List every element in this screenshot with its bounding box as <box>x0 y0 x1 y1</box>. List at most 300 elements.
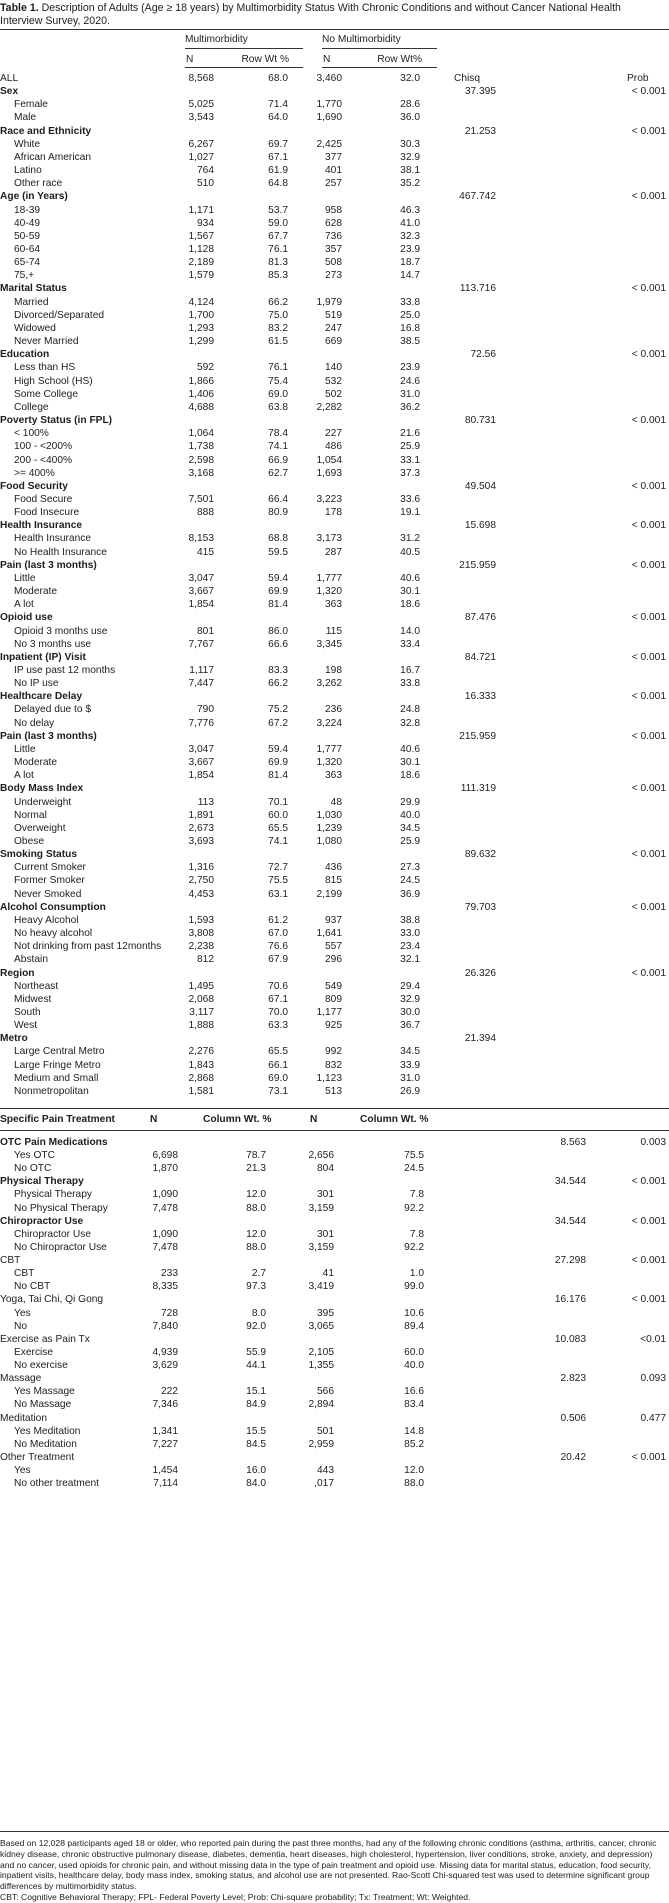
row-label: OTC Pain Medications <box>0 1137 108 1148</box>
cell-n-multi: 1,567 <box>188 230 214 242</box>
cell-wt-nomulti: 40.0 <box>404 1360 424 1372</box>
cell-prob: 0.477 <box>640 1412 666 1424</box>
cell-n-multi: 1,117 <box>189 664 214 676</box>
row-label: No Meditation <box>14 1438 77 1450</box>
cell-chisq: 215.959 <box>459 730 496 742</box>
row-label: No Health Insurance <box>14 546 107 558</box>
cell-wt-nomulti: 14.8 <box>404 1425 424 1437</box>
cell-wt-nomulti: 25.0 <box>400 309 420 321</box>
cell-wt-nomulti: 33.8 <box>400 296 420 308</box>
cell-chisq: 8.563 <box>560 1137 586 1148</box>
cell-n-nomulti: 832 <box>325 1059 342 1071</box>
cell-prob: < 0.001 <box>631 349 666 361</box>
cell-n-nomulti: 532 <box>325 375 342 387</box>
cell-n-nomulti: 443 <box>317 1465 334 1476</box>
cell-wt-nomulti: 12.0 <box>404 1465 424 1476</box>
cell-wt-multi: 66.2 <box>268 678 288 690</box>
cell-wt-multi: 69.9 <box>268 586 288 598</box>
row-label: 75,+ <box>14 270 35 282</box>
part2-header-row <box>0 1112 669 1128</box>
cell-n-multi: 801 <box>197 625 214 637</box>
cell-wt-nomulti: 33.4 <box>400 638 420 650</box>
row-label: Large Fringe Metro <box>14 1059 101 1071</box>
cell-chisq: 49.504 <box>464 480 496 492</box>
header-chisq: Chisq <box>454 73 481 84</box>
cell-wt-multi: 59.4 <box>268 743 288 755</box>
cell-n-nomulti: 501 <box>317 1425 334 1437</box>
cell-wt-multi: 76.1 <box>268 362 288 374</box>
cell-n-multi: 2,276 <box>188 1046 214 1058</box>
cell-chisq: 87.476 <box>464 612 496 624</box>
row-label: Yes OTC <box>14 1150 55 1162</box>
cell-n-multi: 3,543 <box>188 112 214 124</box>
cell-n-multi: 1,090 <box>152 1189 178 1201</box>
row-label: CBT <box>14 1268 35 1280</box>
cell-chisq: 80.731 <box>464 415 496 427</box>
cell-wt-nomulti: 33.9 <box>400 1059 420 1071</box>
cell-wt-nomulti: 16.6 <box>404 1386 424 1398</box>
cell-wt-multi: 83.2 <box>268 322 288 334</box>
cell-wt-multi: 85.3 <box>268 270 288 282</box>
row-label: CBT <box>0 1255 21 1267</box>
cell-chisq: 26.326 <box>464 967 496 979</box>
cell-n-multi: 222 <box>161 1386 178 1398</box>
cell-prob: < 0.001 <box>631 480 666 492</box>
cell-chisq: 16.176 <box>554 1294 586 1306</box>
cell-wt-nomulti: 34.5 <box>400 1046 420 1058</box>
cell-prob: < 0.001 <box>631 691 666 703</box>
cell-wt-nomulti: 29.4 <box>400 980 420 992</box>
cell-n-multi: 1,454 <box>152 1465 178 1476</box>
row-label: Midwest <box>14 993 52 1005</box>
cell-wt-multi: 84.0 <box>246 1478 266 1490</box>
cell-n-nomulti: 2,894 <box>308 1399 334 1411</box>
cell-wt-multi: 66.2 <box>268 296 288 308</box>
cell-chisq: 0.506 <box>560 1412 586 1424</box>
cell-n-nomulti: 3,159 <box>308 1241 334 1253</box>
cell-wt-nomulti: 88.0 <box>404 1478 424 1490</box>
cell-chisq: 215.959 <box>459 559 496 571</box>
cell-prob: < 0.001 <box>631 967 666 979</box>
row-label: Opioid 3 months use <box>14 625 108 637</box>
cell-n-nomulti: 1,030 <box>316 809 342 821</box>
cell-wt-multi: 59.0 <box>268 217 288 229</box>
cell-n-multi: 7,227 <box>152 1438 178 1450</box>
cell-n-multi: 1,891 <box>188 809 214 821</box>
row-label: Healthcare Delay <box>0 691 83 703</box>
notes-abbreviations: CBT: Cognitive Behavioral Therapy; FPL- Federal Poverty Level; Prob: Chi-square probability; Tx: Treatment; Wt: Weighted. <box>0 1891 471 1902</box>
cell-wt-multi: 72.7 <box>268 862 288 874</box>
cell-wt-nomulti: 24.6 <box>400 375 420 387</box>
row-label: 18-39 <box>14 204 41 216</box>
caption-label: Table 1. <box>0 2 39 14</box>
cell-n-multi: 764 <box>197 165 214 177</box>
cell-prob: 0.093 <box>640 1373 666 1385</box>
cell-prob: < 0.001 <box>631 1215 666 1227</box>
cell-n-nomulti: ,017 <box>314 1478 334 1490</box>
cell-n-multi: 415 <box>197 546 214 558</box>
row-label: Yes Meditation <box>14 1425 81 1437</box>
cell-wt-multi: 81.4 <box>268 599 288 611</box>
header-n-nomulti: N <box>323 54 331 65</box>
cell-n-multi: 790 <box>197 704 214 716</box>
row-label: Food Secure <box>14 493 73 505</box>
cell-wt-multi: 69.0 <box>268 388 288 400</box>
cell-prob: < 0.001 <box>631 415 666 427</box>
row-label: 60-64 <box>14 244 41 255</box>
cell-wt-multi: 59.4 <box>268 572 288 584</box>
row-label: Chiropractor Use <box>14 1228 91 1240</box>
row-label: Male <box>14 112 37 124</box>
cell-wt-multi: 68.8 <box>268 533 288 545</box>
cell-n-nomulti: 3,460 <box>316 73 342 84</box>
row-label: Pain (last 3 months) <box>0 559 97 571</box>
row-label: No heavy alcohol <box>14 928 93 940</box>
row-label: South <box>14 1007 41 1018</box>
cell-wt-multi: 60.0 <box>268 809 288 821</box>
cell-n-nomulti: 549 <box>325 980 342 992</box>
row-label: Health Insurance <box>14 533 92 545</box>
cell-chisq: 72.56 <box>470 349 496 361</box>
cell-n-multi: 7,478 <box>152 1202 178 1214</box>
cell-wt-multi: 63.3 <box>268 1020 288 1032</box>
cell-n-nomulti: 3,173 <box>316 533 342 545</box>
header-multimorbidity: Multimorbidity <box>185 34 248 45</box>
cell-chisq: 37.395 <box>464 86 496 98</box>
cell-n-nomulti: 178 <box>325 507 342 519</box>
row-label: No CBT <box>14 1281 51 1293</box>
cell-n-multi: 2,598 <box>188 454 214 466</box>
row-label: No OTC <box>14 1163 52 1175</box>
cell-prob: < 0.001 <box>631 1294 666 1306</box>
row-label: African American <box>14 151 92 163</box>
cell-n-nomulti: 519 <box>325 309 342 321</box>
cell-n-multi: 1,341 <box>152 1425 178 1437</box>
table-caption <box>0 2 666 28</box>
cell-n-nomulti: 669 <box>325 336 342 348</box>
cell-wt-nomulti: 26.9 <box>400 1085 420 1097</box>
row-label: Other Treatment <box>0 1451 75 1463</box>
row-label: Some College <box>14 388 78 400</box>
cell-n-nomulti: 395 <box>317 1307 334 1319</box>
cell-n-multi: 1,870 <box>152 1163 178 1175</box>
cell-n-multi: 3,047 <box>188 572 214 584</box>
cell-n-multi: 1,593 <box>188 914 214 926</box>
cell-chisq: 10.083 <box>554 1333 586 1345</box>
cell-n-nomulti: 357 <box>325 244 342 255</box>
cell-wt-nomulti: 40.5 <box>400 546 420 558</box>
cell-chisq: 16.333 <box>464 691 496 703</box>
cell-n-nomulti: 1,123 <box>316 1072 342 1084</box>
cell-wt-nomulti: 38.1 <box>400 165 420 177</box>
cell-n-nomulti: 1,693 <box>316 467 342 479</box>
cell-n-multi: 934 <box>197 217 214 229</box>
row-label: Other race <box>14 178 63 190</box>
cell-wt-nomulti: 25.9 <box>400 441 420 453</box>
cell-wt-nomulti: 30.0 <box>400 1007 420 1018</box>
cell-n-nomulti: 1,979 <box>316 296 342 308</box>
cell-n-nomulti: 227 <box>325 428 342 440</box>
cell-wt-nomulti: 23.9 <box>400 244 420 255</box>
cell-n-multi: 1,888 <box>188 1020 214 1032</box>
cell-n-nomulti: 2,282 <box>316 401 342 413</box>
cell-n-nomulti: 937 <box>325 914 342 926</box>
row-label: Widowed <box>14 322 56 334</box>
cell-wt-multi: 63.1 <box>268 888 288 900</box>
cell-wt-nomulti: 28.6 <box>400 99 420 111</box>
notes-paragraph: Based on 12,028 participants aged 18 or older, who reported pain during the past three months, had any of the following chronic conditions (asthma, arthritis, cancer, chronic kidney disease, chronic obstructive pulmonary disease, diabetes, dementia, heart diseases, high cholesterol, hypertension, liver conditions, stroke, anxiety, and depression) and no cancer, used opioids for chronic pain, and without missing data in the type of pain treatment and opioid use. Missing data for marital status, education, food security, inpatient visits, healthcare delay, body mass index, smoking status, and alcohol use are not presented. Rao-Scott Chi-squared test was used to determine significant group differences by multimorbidity status. <box>0 1838 657 1892</box>
cell-n-multi: 3,117 <box>189 1007 214 1018</box>
cell-wt-nomulti: 31.0 <box>400 1072 420 1084</box>
cell-chisq: 34.544 <box>554 1215 586 1227</box>
cell-n-multi: 7,776 <box>188 717 214 729</box>
row-label: Age (in Years) <box>0 191 68 203</box>
cell-wt-multi: 44.1 <box>246 1360 266 1372</box>
cell-n-nomulti: 257 <box>325 178 342 190</box>
cell-n-multi: 6,267 <box>188 138 214 150</box>
cell-n-nomulti: 1,777 <box>316 743 342 755</box>
cell-wt-multi: 64.8 <box>268 178 288 190</box>
cell-n-nomulti: 1,355 <box>308 1360 334 1372</box>
cell-n-multi: 1,128 <box>188 244 214 255</box>
row-label: Nonmetropolitan <box>14 1085 89 1097</box>
table-notes <box>0 1838 666 1903</box>
cell-n-nomulti: 273 <box>325 270 342 282</box>
cell-wt-multi: 65.5 <box>268 1046 288 1058</box>
row-label: A lot <box>14 599 34 611</box>
cell-n-nomulti: 363 <box>325 599 342 611</box>
cell-prob: < 0.001 <box>631 520 666 532</box>
cell-n-nomulti: 247 <box>325 322 342 334</box>
cell-wt-nomulti: 33.0 <box>400 928 420 940</box>
cell-wt-nomulti: 46.3 <box>400 204 420 216</box>
cell-n-nomulti: 1,080 <box>316 835 342 847</box>
row-label: Married <box>14 296 49 308</box>
cell-wt-nomulti: 34.5 <box>400 822 420 834</box>
cell-n-multi: 5,025 <box>188 99 214 111</box>
cell-n-nomulti: 566 <box>317 1386 334 1398</box>
cell-wt-multi: 81.4 <box>268 770 288 782</box>
row-label: Poverty Status (in FPL) <box>0 415 113 427</box>
cell-wt-multi: 66.4 <box>268 493 288 505</box>
cell-n-nomulti: 3,345 <box>316 638 342 650</box>
cell-prob: < 0.001 <box>631 783 666 795</box>
header-row-wt-multi: Row Wt % <box>241 54 289 65</box>
row-label: Divorced/Separated <box>14 309 105 321</box>
cell-n-nomulti: 502 <box>325 388 342 400</box>
cell-wt-nomulti: 21.6 <box>400 428 420 440</box>
row-label: No delay <box>14 717 55 729</box>
row-label: A lot <box>14 770 34 782</box>
cell-n-nomulti: 301 <box>317 1228 334 1240</box>
cell-n-multi: 7,501 <box>188 493 214 505</box>
cell-wt-nomulti: 31.0 <box>400 388 420 400</box>
top-rule <box>0 29 669 30</box>
cell-wt-multi: 63.8 <box>268 401 288 413</box>
row-label: Not drinking from past 12months <box>14 941 162 953</box>
cell-n-multi: 510 <box>197 178 214 190</box>
cell-chisq: 21.394 <box>464 1033 496 1045</box>
row-label: Never Married <box>14 336 79 348</box>
cell-wt-nomulti: 25.9 <box>400 835 420 847</box>
cell-wt-multi: 69.9 <box>268 757 288 769</box>
cell-n-nomulti: 557 <box>325 941 342 953</box>
cell-wt-nomulti: 18.6 <box>400 770 420 782</box>
cell-n-multi: 3,693 <box>188 835 214 847</box>
cell-wt-multi: 83.3 <box>268 664 288 676</box>
cell-n-multi: 113 <box>197 796 214 808</box>
cell-wt-nomulti: 10.6 <box>404 1307 424 1319</box>
cell-n-multi: 7,478 <box>152 1241 178 1253</box>
cell-chisq: 20.42 <box>560 1451 586 1463</box>
cell-wt-nomulti: 36.0 <box>400 112 420 124</box>
cell-chisq: 2.823 <box>560 1373 586 1385</box>
cell-wt-nomulti: 14.7 <box>400 270 420 282</box>
cell-n-multi: 3,168 <box>188 467 214 479</box>
row-label: No other treatment <box>14 1478 99 1490</box>
cell-n-nomulti: 3,262 <box>316 678 342 690</box>
cell-n-nomulti: 3,223 <box>316 493 342 505</box>
cell-wt-multi: 66.9 <box>268 454 288 466</box>
cell-wt-nomulti: 7.8 <box>409 1228 424 1240</box>
cell-wt-nomulti: 33.6 <box>400 493 420 505</box>
part2-title: Specific Pain Treatment <box>0 1114 115 1125</box>
cell-n-nomulti: 1,320 <box>316 757 342 769</box>
cell-wt-nomulti: 40.0 <box>400 809 420 821</box>
cell-wt-multi: 67.9 <box>268 954 288 966</box>
cell-n-nomulti: 1,770 <box>316 99 342 111</box>
header-rule-sub-nomulti <box>322 67 437 68</box>
part2-header-n-multi: N <box>150 1114 158 1125</box>
cell-wt-multi: 84.9 <box>246 1399 266 1411</box>
cell-n-nomulti: 1,177 <box>316 1007 342 1018</box>
cell-n-multi: 1,866 <box>188 375 214 387</box>
cell-n-multi: 8,568 <box>188 73 214 84</box>
part2-header-rule <box>0 1130 669 1131</box>
cell-n-multi: 1,854 <box>188 599 214 611</box>
cell-wt-nomulti: 33.8 <box>400 678 420 690</box>
row-label: Exercise <box>14 1346 54 1358</box>
cell-n-multi: 7,447 <box>188 678 214 690</box>
cell-n-multi: 4,688 <box>188 401 214 413</box>
cell-n-multi: 3,808 <box>188 928 214 940</box>
cell-wt-multi: 69.7 <box>268 138 288 150</box>
cell-n-multi: 1,854 <box>188 770 214 782</box>
row-label: ALL <box>0 73 19 84</box>
row-label: < 100% <box>14 428 49 440</box>
cell-wt-nomulti: 33.1 <box>400 454 420 466</box>
cell-wt-nomulti: 32.8 <box>400 717 420 729</box>
row-label: Latino <box>14 165 42 177</box>
cell-wt-multi: 55.9 <box>246 1346 266 1358</box>
cell-n-nomulti: 809 <box>325 993 342 1005</box>
cell-n-multi: 3,629 <box>152 1360 178 1372</box>
row-label: Physical Therapy <box>14 1189 92 1201</box>
cell-n-nomulti: 140 <box>325 362 342 374</box>
row-label: Moderate <box>14 586 58 598</box>
cell-wt-nomulti: 19.1 <box>400 507 420 519</box>
part1-bottom-rule <box>0 1108 669 1109</box>
cell-n-multi: 233 <box>161 1268 178 1280</box>
cell-n-nomulti: 287 <box>325 546 342 558</box>
row-label: No Massage <box>14 1399 72 1411</box>
cell-n-nomulti: 804 <box>317 1163 334 1175</box>
row-label: Northeast <box>14 980 59 992</box>
row-label: Exercise as Pain Tx <box>0 1333 90 1345</box>
cell-wt-multi: 75.4 <box>268 375 288 387</box>
row-label: Sex <box>0 86 19 98</box>
row-label: Heavy Alcohol <box>14 914 79 926</box>
cell-wt-multi: 21.3 <box>246 1163 266 1175</box>
row-label: >= 400% <box>14 467 55 479</box>
cell-n-multi: 1,579 <box>188 270 214 282</box>
cell-n-nomulti: 198 <box>325 664 342 676</box>
cell-chisq: 84.721 <box>464 651 496 663</box>
cell-n-multi: 3,667 <box>188 757 214 769</box>
cell-n-multi: 1,299 <box>188 336 214 348</box>
cell-n-nomulti: 3,159 <box>308 1202 334 1214</box>
row-label: No exercise <box>14 1360 68 1372</box>
cell-n-multi: 1,027 <box>188 151 214 163</box>
cell-n-multi: 3,047 <box>188 743 214 755</box>
cell-wt-nomulti: 16.8 <box>400 322 420 334</box>
row-label: Former Smoker <box>14 875 85 887</box>
row-label: Marital Status <box>0 283 67 295</box>
table-row <box>0 1084 669 1100</box>
cell-wt-multi: 61.5 <box>268 336 288 348</box>
cell-wt-multi: 61.2 <box>268 914 288 926</box>
cell-wt-multi: 53.7 <box>268 204 288 216</box>
cell-n-nomulti: 1,641 <box>316 928 342 940</box>
cell-wt-multi: 69.0 <box>268 1072 288 1084</box>
cell-n-nomulti: 3,065 <box>308 1320 334 1332</box>
cell-wt-multi: 92.0 <box>246 1320 266 1332</box>
row-label: 40-49 <box>14 217 41 229</box>
cell-wt-nomulti: 89.4 <box>404 1320 424 1332</box>
cell-n-nomulti: 363 <box>325 770 342 782</box>
row-label: No Chiropractor Use <box>14 1241 107 1253</box>
row-label: Female <box>14 99 48 111</box>
header-prob: Prob <box>627 73 649 84</box>
row-label: 200 - <400% <box>14 454 73 466</box>
cell-chisq: 113.716 <box>459 283 496 295</box>
cell-n-multi: 1,406 <box>188 388 214 400</box>
cell-wt-multi: 70.6 <box>268 980 288 992</box>
cell-n-multi: 728 <box>161 1307 178 1319</box>
cell-wt-nomulti: 32.9 <box>400 151 420 163</box>
cell-wt-multi: 74.1 <box>268 441 288 453</box>
row-label: Yes <box>14 1307 31 1319</box>
cell-wt-nomulti: 83.4 <box>404 1399 424 1411</box>
row-label: 50-59 <box>14 230 41 242</box>
cell-wt-multi: 62.7 <box>268 467 288 479</box>
row-label: Metro <box>0 1033 28 1045</box>
cell-wt-nomulti: 18.7 <box>400 257 420 269</box>
cell-wt-nomulti: 23.9 <box>400 362 420 374</box>
cell-wt-multi: 70.0 <box>268 1007 288 1018</box>
cell-prob: < 0.001 <box>631 559 666 571</box>
cell-prob: < 0.001 <box>631 651 666 663</box>
cell-n-multi: 888 <box>197 507 214 519</box>
cell-wt-nomulti: 92.2 <box>404 1202 424 1214</box>
cell-wt-multi: 75.0 <box>268 309 288 321</box>
row-label: Physical Therapy <box>0 1176 84 1188</box>
row-label: No <box>14 1320 28 1332</box>
row-label: IP use past 12 months <box>14 664 116 676</box>
cell-wt-multi: 76.6 <box>268 941 288 953</box>
cell-prob: < 0.001 <box>631 730 666 742</box>
cell-wt-multi: 81.3 <box>268 257 288 269</box>
